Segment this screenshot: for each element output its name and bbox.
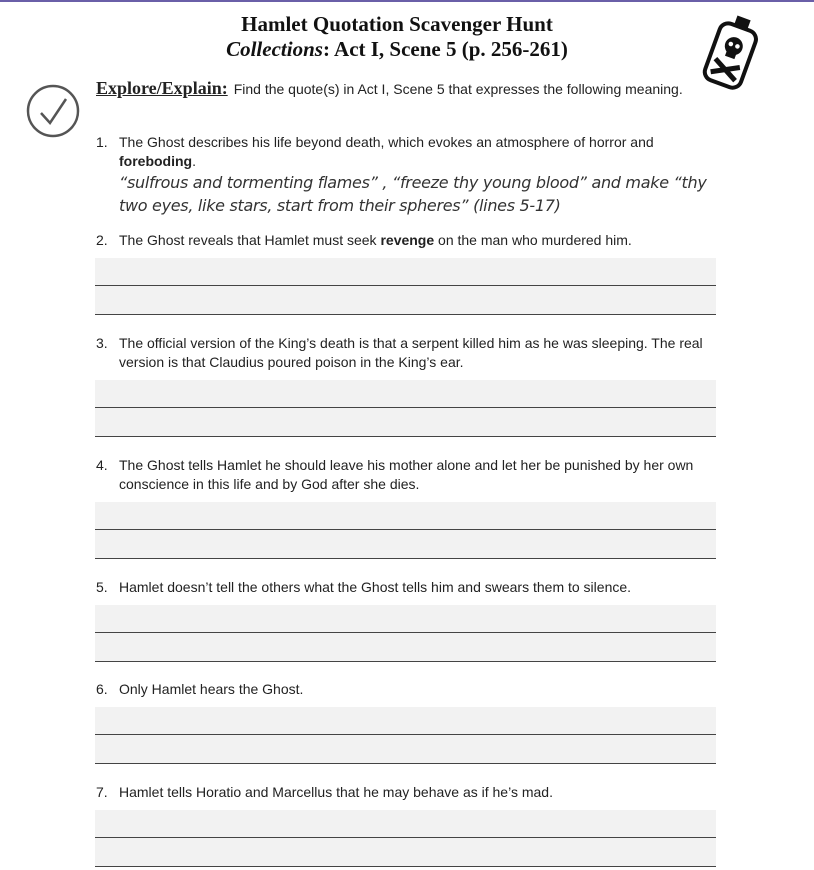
answer-line[interactable]	[95, 531, 716, 559]
question-3	[96, 334, 716, 437]
answer-field[interactable]	[95, 502, 716, 559]
answer-line[interactable]	[95, 810, 716, 838]
instructions-text: Find the quote(s) in Act I, Scene 5 that expresses the following meaning.	[233, 81, 683, 97]
answer-field[interactable]	[95, 810, 716, 867]
question-text-end: .	[192, 153, 196, 169]
answer-line[interactable]	[95, 258, 716, 286]
instructions-label: Explore/Explain:	[96, 78, 228, 98]
answer-line[interactable]	[95, 839, 716, 867]
answer-field[interactable]	[95, 707, 716, 764]
question-text: The official version of the King’s death is that a serpent killed him as he was sleeping. The real version is that Claudius poured poison in the King’s ear.	[119, 335, 703, 370]
question-number: 2.	[96, 232, 108, 248]
answer-line[interactable]	[95, 502, 716, 530]
answer-field[interactable]	[95, 605, 716, 662]
question-number: 4.	[96, 457, 108, 473]
answer-field[interactable]	[95, 258, 716, 315]
answer-field[interactable]	[95, 380, 716, 437]
question-text: The Ghost describes his life beyond death, which evokes an atmosphere of horror and	[119, 134, 654, 150]
question-1	[96, 133, 716, 217]
checkmark-circle-icon	[26, 84, 82, 140]
page-subtitle	[0, 37, 794, 62]
instructions	[96, 78, 696, 99]
top-border	[0, 0, 814, 2]
question-keyword: foreboding	[119, 153, 193, 169]
answer-line[interactable]	[95, 380, 716, 408]
question-7	[96, 783, 716, 867]
question-number: 6.	[96, 681, 108, 697]
question-number: 3.	[96, 335, 108, 351]
question-text: The Ghost tells Hamlet he should leave his mother alone and let her be punished by her own conscience in this life and by God after she dies.	[119, 457, 694, 492]
subtitle-italic: Collections	[226, 37, 323, 61]
answer-line[interactable]	[95, 287, 716, 315]
question-number: 7.	[96, 784, 108, 800]
subtitle-rest: : Act I, Scene 5 (p. 256-261)	[322, 37, 568, 61]
poison-bottle-icon	[700, 14, 764, 92]
question-text: Hamlet tells Horatio and Marcellus that he may behave as if he’s mad.	[119, 784, 553, 800]
answer-line[interactable]	[95, 707, 716, 735]
question-6	[96, 680, 716, 764]
answer-line[interactable]	[95, 634, 716, 662]
question-2	[96, 231, 716, 315]
question-keyword: revenge	[380, 232, 435, 248]
question-5	[96, 578, 716, 662]
question-4	[96, 456, 716, 559]
question-text: Hamlet doesn’t tell the others what the Ghost tells him and swears them to silence.	[119, 579, 632, 595]
question-text: Only Hamlet hears the Ghost.	[119, 681, 304, 697]
question-text: The Ghost reveals that Hamlet must seek	[119, 232, 381, 248]
answer-line[interactable]	[95, 605, 716, 633]
answer-line[interactable]	[95, 736, 716, 764]
question-number: 1.	[96, 134, 108, 150]
question-text-end: on the man who murdered him.	[434, 232, 632, 248]
answer-line[interactable]	[95, 409, 716, 437]
page-title: Hamlet Quotation Scavenger Hunt	[241, 12, 553, 36]
handwritten-answer: “sulfrous and tormenting flames” , “freeze thy young blood” and make “thy two eyes, like stars, start from their spheres” (lines 5-17)	[119, 173, 707, 215]
question-number: 5.	[96, 579, 108, 595]
